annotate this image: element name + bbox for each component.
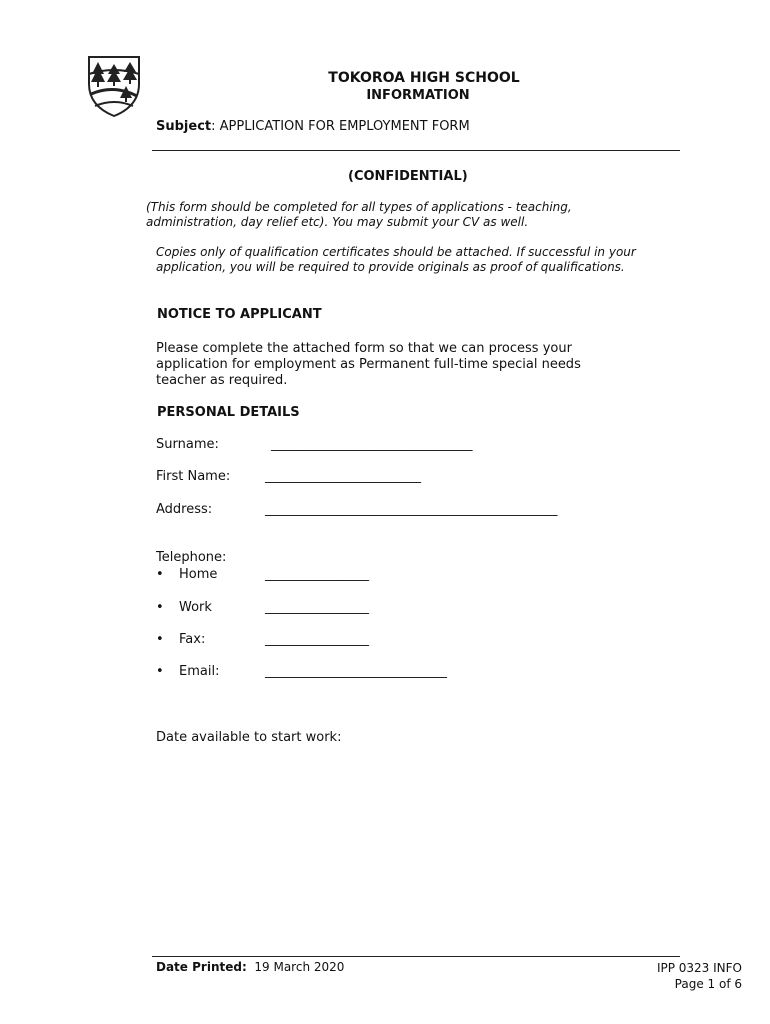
subject-label: Subject <box>156 119 212 134</box>
email-row <box>156 664 220 679</box>
intro-note <box>146 200 572 230</box>
first-name-field[interactable]: ________________________ <box>265 469 421 484</box>
date-printed-label: Date Printed: <box>156 960 247 974</box>
section-title: INFORMATION <box>366 88 470 103</box>
email-label: Email: <box>179 664 220 679</box>
bullet-icon: • <box>156 632 164 647</box>
school-name: TOKOROA HIGH SCHOOL <box>328 70 520 86</box>
fax-field[interactable]: ________________ <box>265 632 369 647</box>
work-row <box>156 600 212 615</box>
fax-label: Fax: <box>179 632 206 647</box>
notice-line-1: Please complete the attached form so that we can process your <box>156 341 572 356</box>
subject-value: : APPLICATION FOR EMPLOYMENT FORM <box>211 119 470 134</box>
email-field[interactable]: ____________________________ <box>265 664 447 679</box>
date-printed <box>156 960 344 974</box>
home-label: Home <box>179 567 218 582</box>
copies-note <box>156 245 636 275</box>
work-phone-field[interactable]: ________________ <box>265 600 369 615</box>
subject-line <box>156 119 470 134</box>
notice-line-3: teacher as required. <box>156 373 288 388</box>
date-available-label: Date available to start work: <box>156 730 342 745</box>
intro-line-2: administration, day relief etc). You may submit your CV as well. <box>146 215 529 229</box>
bullet-icon: • <box>156 664 164 679</box>
confidential-label: (CONFIDENTIAL) <box>348 169 468 184</box>
footer-divider <box>152 956 680 957</box>
notice-heading: NOTICE TO APPLICANT <box>157 307 322 322</box>
home-phone-field[interactable]: ________________ <box>265 567 369 582</box>
home-row <box>156 567 218 582</box>
fax-row <box>156 632 206 647</box>
notice-paragraph <box>156 341 676 389</box>
page-number: Page 1 of 6 <box>674 977 742 991</box>
footer-doc-info <box>657 960 742 992</box>
first-name-label: First Name: <box>156 469 231 484</box>
school-crest-icon <box>86 54 142 118</box>
header-divider <box>152 150 680 151</box>
work-label: Work <box>179 600 212 615</box>
address-label: Address: <box>156 502 213 517</box>
notice-line-2: application for employment as Permanent full-time special needs <box>156 357 581 372</box>
telephone-label: Telephone: <box>156 550 227 565</box>
address-field[interactable]: _____________________________________________ <box>265 502 558 517</box>
date-printed-value: 19 March 2020 <box>254 960 345 974</box>
copies-line-1: Copies only of qualification certificates should be attached. If successful in your <box>156 245 636 259</box>
surname-label: Surname: <box>156 437 219 452</box>
doc-code: IPP 0323 INFO <box>656 961 742 975</box>
surname-field[interactable]: _______________________________ <box>271 437 473 452</box>
copies-line-2: application, you will be required to provide originals as proof of qualifications. <box>156 260 625 274</box>
bullet-icon: • <box>156 600 164 615</box>
intro-line-1: (This form should be completed for all types of applications - teaching, <box>146 200 572 214</box>
personal-details-heading: PERSONAL DETAILS <box>157 405 300 420</box>
bullet-icon: • <box>156 567 164 582</box>
